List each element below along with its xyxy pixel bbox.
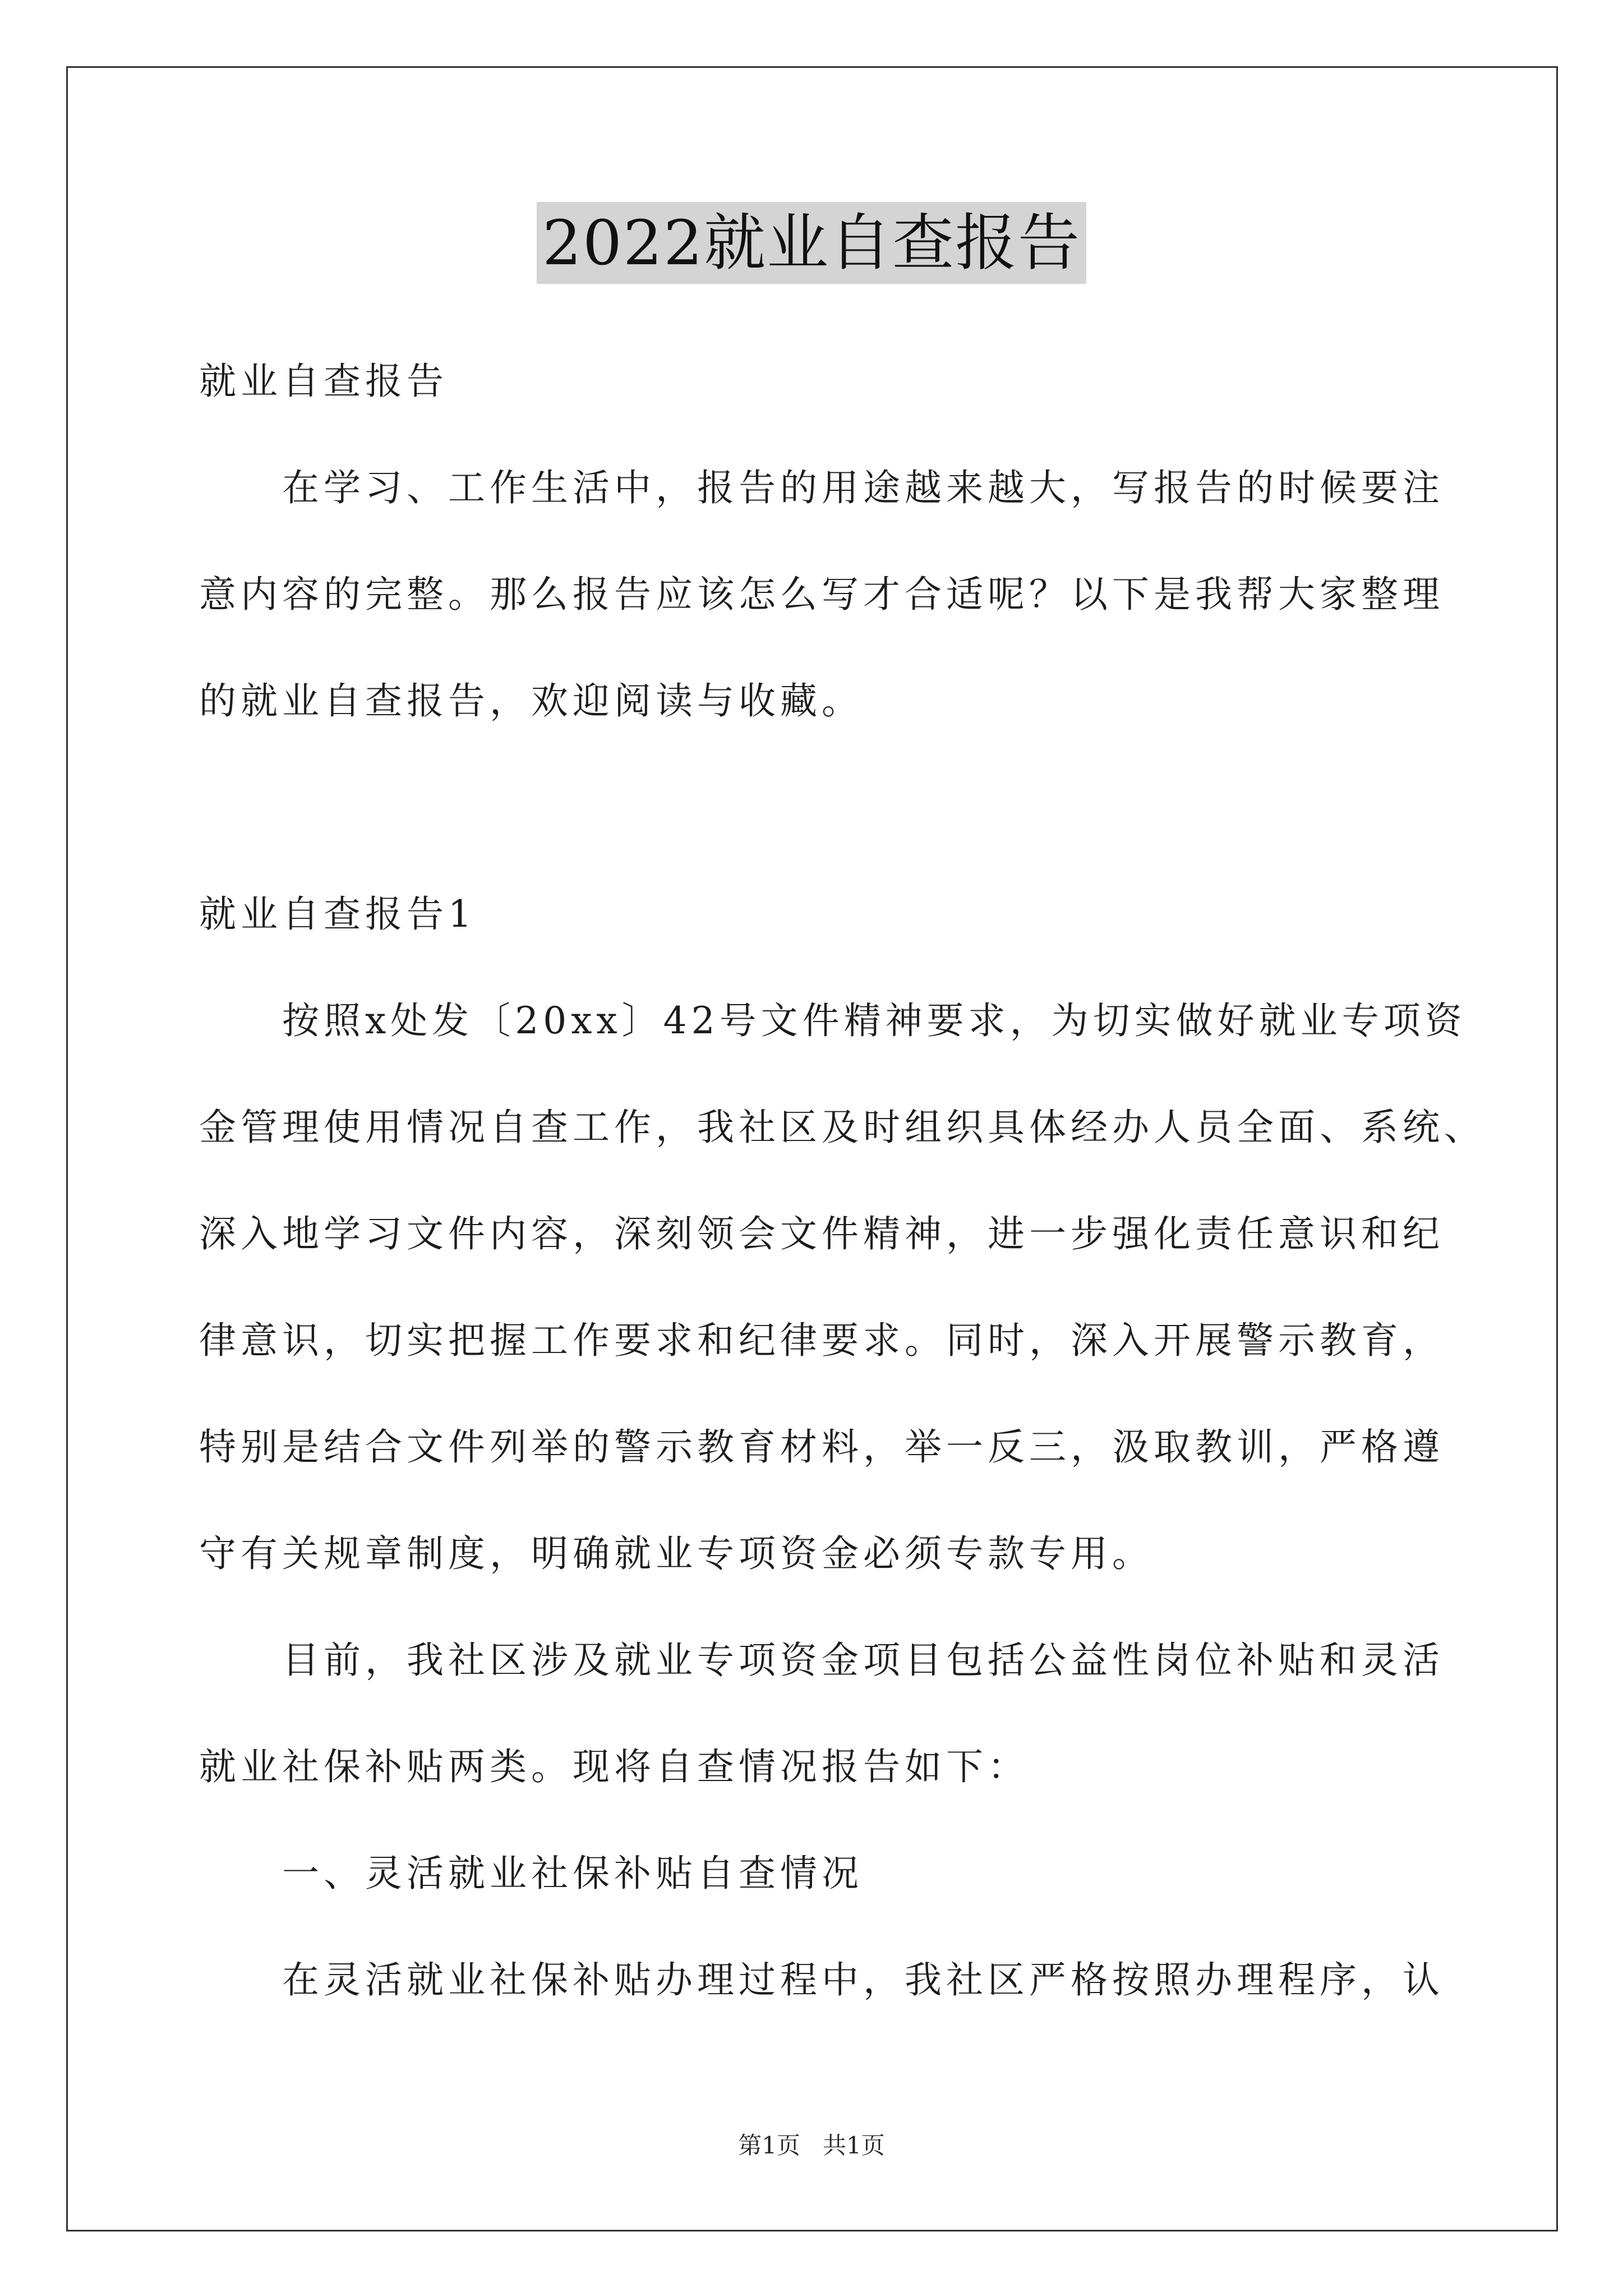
body-line: 律意识，切实把握工作要求和纪律要求。同时，深入开展警示教育， [199,1319,1444,1362]
body-line: 特别是结合文件列举的警示教育材料，举一反三，汲取教训，严格遵 [199,1425,1444,1469]
body-line: 在学习、工作生活中，报告的用途越来越大，写报告的时候要注 [199,466,1444,509]
body-line: 守有关规章制度，明确就业专项资金必须专款专用。 [199,1532,1154,1575]
body-line: 按照x处发〔20xx〕42号文件精神要求，为切实做好就业专项资 [199,999,1467,1042]
page-number: 第1页 [738,2132,800,2159]
body-line: 在灵活就业社保补贴办理过程中，我社区严格按照办理程序，认 [199,1958,1444,2001]
page-footer [0,2132,1623,2160]
body-line: 意内容的完整。那么报告应该怎么写才合适呢？以下是我帮大家整理 [199,573,1444,616]
title-container [0,202,1623,284]
body-line: 就业自查报告 [199,360,448,403]
section-heading: 就业自查报告1 [199,892,476,936]
body-line: 目前，我社区涉及就业专项资金项目包括公益性岗位补贴和灵活 [199,1639,1444,1682]
body-line: 就业社保补贴两类。现将自查情况报告如下： [199,1745,1029,1788]
page-total: 共1页 [823,2132,885,2159]
body-line: 金管理使用情况自查工作，我社区及时组织具体经办人员全面、系统、 [199,1106,1486,1149]
body-line: 的就业自查报告，欢迎阅读与收藏。 [199,679,863,723]
subsection-heading: 一、灵活就业社保补贴自查情况 [199,1852,863,1895]
page-title: 2022就业自查报告 [537,202,1086,284]
body-line: 深入地学习文件内容，深刻领会文件精神，进一步强化责任意识和纪 [199,1212,1444,1255]
